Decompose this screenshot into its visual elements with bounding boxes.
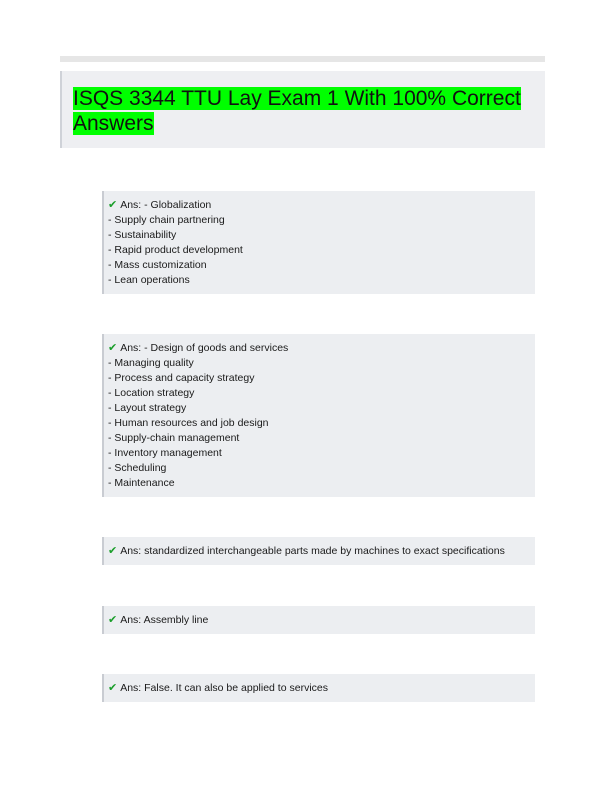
answer-line: - Sustainability <box>108 229 177 241</box>
answer-text: Ans: False. It can also be applied to services <box>120 682 328 694</box>
answer-line: - Supply chain partnering <box>108 214 225 226</box>
answer-text: Ans: Assembly line <box>120 614 209 626</box>
check-icon: ✔ <box>108 198 118 211</box>
answer-line <box>108 680 535 696</box>
answer-text: Ans: - Design of goods and services <box>120 342 289 354</box>
top-rule <box>60 56 545 62</box>
document-title <box>73 86 523 136</box>
answer-text: Ans: - Globalization <box>120 199 212 211</box>
answer-line: - Managing quality <box>108 357 194 369</box>
answer-text: Ans: standardized interchangeable parts made by machines to exact specifications <box>120 545 505 557</box>
answer-line: - Lean operations <box>108 274 190 286</box>
answer-line: - Layout strategy <box>108 402 187 414</box>
footer-watermark-left <box>56 766 122 776</box>
answer-line <box>108 340 535 356</box>
answer-line: - Maintenance <box>108 477 175 489</box>
answer-line: - Scheduling <box>108 462 167 474</box>
answer-box-5 <box>102 674 535 702</box>
answer-line <box>108 543 535 559</box>
footer-watermark-right <box>496 766 552 776</box>
answer-line: - Process and capacity strategy <box>108 372 255 384</box>
answer-line <box>108 197 535 213</box>
answer-line: - Inventory management <box>108 447 222 459</box>
answer-box-2 <box>102 334 535 497</box>
answer-box-1 <box>102 191 535 294</box>
answer-box-3 <box>102 537 535 565</box>
answer-line: - Rapid product development <box>108 244 243 256</box>
answer-line: - Supply-chain management <box>108 432 240 444</box>
document-title-highlight: ISQS 3344 TTU Lay Exam 1 With 100% Correct Answers <box>73 87 521 135</box>
check-icon: ✔ <box>108 681 118 694</box>
answer-line <box>108 612 535 628</box>
answer-line: - Location strategy <box>108 387 195 399</box>
answer-line: - Mass customization <box>108 259 207 271</box>
answer-box-4 <box>102 606 535 634</box>
check-icon: ✔ <box>108 544 118 557</box>
check-icon: ✔ <box>108 613 118 626</box>
answer-line: - Human resources and job design <box>108 417 269 429</box>
title-box <box>60 71 545 148</box>
check-icon: ✔ <box>108 341 118 354</box>
